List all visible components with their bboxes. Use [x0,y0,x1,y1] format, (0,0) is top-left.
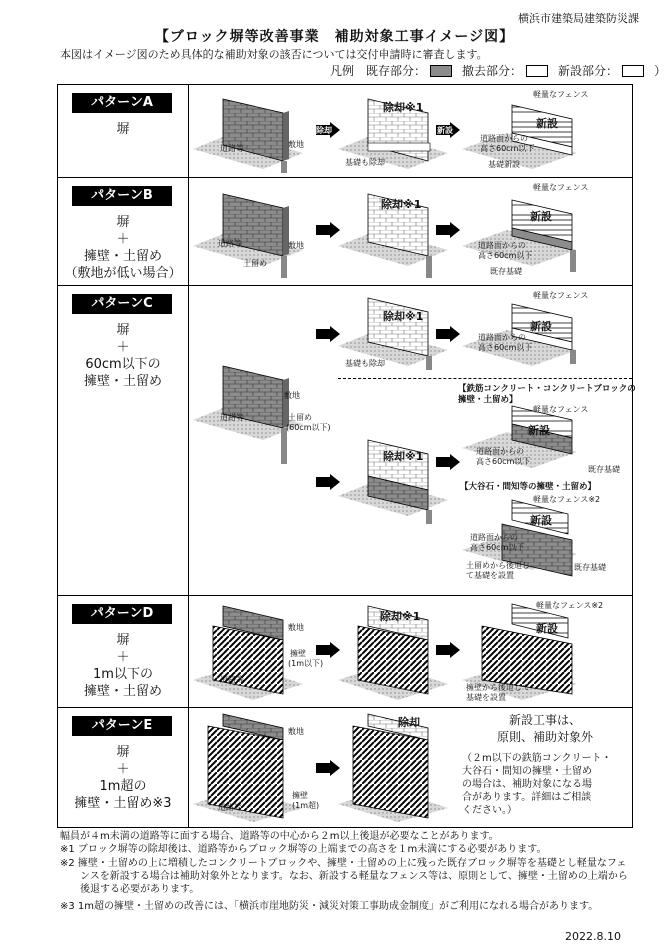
page-title: 【ブロック塀等改善事業 補助対象工事イメージ図】 [154,29,515,45]
pattern-c-height-label-1: 道路面からの [478,333,526,342]
pattern-c-new-label-1: 新設 [530,320,552,333]
pattern-b-fence-label: 軽量なフェンス [533,183,589,192]
remove-arrow-icon [316,474,340,490]
department-name: 横浜市建築局建築防災課 [518,12,639,25]
pattern-e-title: パターンE [72,716,172,736]
pattern-c-new-label-3: 新設 [530,514,552,527]
pattern-d-site-label: 敷地 [288,623,304,632]
legend-label: 凡例 [330,64,355,78]
remove-arrow-icon [316,760,340,776]
remove-arrow-icon [316,326,340,342]
pattern-d-setback-label-2: 基礎を設置 [466,693,506,702]
footnote-2-line-2: ンスを新設する場合は補助対象外となります。なお、新設する軽量なフェンス等は、原則として、擁壁・土留めの上端から [80,871,628,882]
pattern-d-fence-label: 軽量なフェンス※2 [536,601,604,610]
pattern-e-row [58,707,632,828]
pattern-c-removal-illustration-2 [338,426,448,526]
pattern-a-height-label-2: 高さ60cm以下 [480,144,535,153]
pattern-c-subheading-1b: 擁壁・土留め】 [458,395,518,405]
pattern-e-label-cell [58,708,189,828]
intro-note: 本図はイメージ図のため具体的な補助対象の該否については交付申請時に審査します。 [60,48,488,61]
pattern-e-removal-illustration [338,712,453,824]
pattern-c-height-label-2b: 高さ60cm以下 [476,457,531,466]
pattern-b-height-label: 道路面からの [478,241,526,250]
pattern-c-fence-label-3: 軽量なフェンス※2 [533,495,601,504]
pattern-c-road-label: 道路等 [220,413,244,422]
pattern-a-existing-illustration [193,89,303,175]
new-arrow-icon [436,454,460,470]
remove-arrow-icon [316,222,340,238]
legend-close: ） [654,64,667,78]
new-arrow-icon [436,326,460,342]
pattern-a-new-arrow-label: 新設 [437,126,453,135]
pattern-a-new-base-label: 基礎新設 [488,160,520,169]
footnote-3: ※3 1m超の擁壁・土留めの改善には、「横浜市崖地防災・減災対策工事助成金制度」がご利用になれる場合があります。 [60,901,599,912]
pattern-c-new-label-2: 新設 [528,424,550,437]
pattern-d-row [58,595,632,708]
pattern-c-height-label-3: 道路面からの [470,533,518,542]
pattern-a-label-cell [58,85,189,177]
pattern-a-new-label: 新設 [536,117,558,130]
pattern-b-row [58,177,632,286]
pattern-a-fence-label: 軽量なフェンス [533,90,589,99]
pattern-e-note-detail: （２m以下の鉄筋コンクリート・ 大谷石・間知の擁壁・土留め の場合は、補助対象になる場 合があります。詳細はご相談 ください。） [462,753,612,816]
footnote-2: ※2 擁壁・土留めの上に増積したコンクリートブロックや、擁壁・土留めの上に残った既存ブロック塀等を基礎とし軽量なフェ [60,858,627,869]
pattern-e-note: 新設工事は、 原則、補助対象外 [496,713,593,744]
pattern-b-label-cell [58,178,189,286]
pattern-b-title: パターンB [72,186,172,206]
pattern-b-existing-base-label: 既存基礎 [490,267,522,276]
pattern-a-title: パターンA [72,93,172,113]
footnote-1: ※1 ブロック塀等の除却後は、道路等からブロック塀等の上端までの高さを１m未満にする必要があります。 [60,844,547,855]
pattern-a-removal-label: 除却※1 [383,101,424,114]
pattern-c-removal-label-2: 除却※1 [383,450,424,463]
pattern-e-retaining-label: 擁壁 [292,791,308,800]
legend [330,62,666,79]
pattern-d-title: パターンD [72,604,172,624]
pattern-a-base-removed-label: 基礎も除却 [345,158,385,167]
pattern-c-setback-label-2: て基礎を設置 [466,571,514,580]
pattern-d-retaining-label: 擁壁 [290,649,306,658]
pattern-a-road-label: 道路等 [220,144,244,153]
footnote-width: 幅員が４m未満の道路等に面する場合、道路等の中心から２m以上後退が必要なことがあります。 [60,831,499,842]
pattern-b-description: 塀 ＋ 擁壁・土留め （敷地が低い場合） [64,215,182,281]
pattern-c-fence-label-1: 軽量なフェンス [533,291,589,300]
legend-existing-swatch [430,65,452,77]
pattern-b-height-label-2: 高さ60cm以下 [478,251,533,260]
pattern-c-height-label-1b: 高さ60cm以下 [478,343,533,352]
pattern-e-retaining-label-2: (1m超) [292,801,320,810]
pattern-c-title: パターンC [72,294,172,314]
pattern-d-removal-label: 除却※1 [380,610,421,623]
pattern-c-divider [338,378,632,379]
pattern-d-new-label: 新設 [536,622,558,635]
legend-existing-label: 既存部分： [366,64,427,78]
pattern-c-height-label-2: 道路面からの [476,447,524,456]
pattern-c-base-removed-label: 基礎も除却 [345,359,385,368]
pattern-c-subheading-1: 【鉄筋コンクリート・コンクリートブロックの [458,384,636,394]
pattern-b-retaining-label: 土留め [243,259,267,268]
legend-removed-label: 撤去部分： [462,64,523,78]
pattern-e-site-label: 敷地 [288,727,304,736]
pattern-d-retaining-label-2: (1m以下) [288,659,324,668]
pattern-d-road-label: 道路等 [220,675,244,684]
pattern-d-setback-label: 擁壁から後退して [466,683,530,692]
new-arrow-icon [436,222,460,238]
footnote-2-line-3: 後退する必要があります。 [80,884,200,895]
pattern-e-road-label: 道路等 [218,803,242,812]
pattern-b-new-label: 新設 [530,210,552,223]
pattern-c-description: 塀 ＋ 60cm以下の 擁壁・土留め [83,323,162,389]
pattern-a-new-illustration [462,89,582,175]
pattern-a-description: 塀 [116,122,130,137]
pattern-b-removal-label: 除却※1 [381,198,422,211]
pattern-c-existing-base-label-1: 既存基礎 [588,465,620,474]
pattern-b-site-label: 敷地 [288,241,304,250]
pattern-c-site-label: 敷地 [284,391,300,400]
pattern-c-setback-label: 土留めから後退し [466,561,530,570]
pattern-c-removal-label-1: 除却※1 [383,310,424,323]
pattern-d-label-cell [58,596,189,708]
pattern-e-removal-label: 除却 [398,716,420,729]
legend-new-label: 新設部分： [558,64,619,78]
pattern-a-row [58,85,632,177]
remove-arrow-icon [316,642,340,658]
pattern-table [57,84,636,828]
pattern-c-label-cell [58,286,189,596]
legend-new-swatch [622,65,644,77]
pattern-c-existing-illustration [193,356,303,466]
new-arrow-icon [436,642,460,658]
pattern-a-site-label: 敷地 [288,140,304,149]
pattern-c-existing-base-label-2: 既存基礎 [574,563,606,572]
pattern-a-height-label: 道路面からの [480,134,528,143]
pattern-c-fence-label-2: 軽量なフェンス [533,405,589,414]
pattern-b-new-illustration [462,182,582,282]
pattern-c-height-label-3b: 高さ60cm以下 [470,543,525,552]
pattern-c-retaining-label: 土留め [288,413,312,422]
pattern-c-row [58,285,636,596]
pattern-d-description: 塀 ＋ 1m以下の 擁壁・土留め [83,633,162,699]
pattern-b-road-label: 道路等 [218,239,242,248]
legend-removed-swatch [526,65,548,77]
pattern-e-description: 塀 ＋ 1m超の 擁壁・土留め※3 [74,745,172,811]
date-label: 2022.8.10 [565,930,621,943]
pattern-c-subheading-2: 【大谷石・間知等の擁壁・土留め】 [460,482,597,492]
pattern-c-retaining-label-2: (60cm以下) [286,423,331,432]
pattern-a-remove-arrow-label: 除却 [316,126,332,135]
